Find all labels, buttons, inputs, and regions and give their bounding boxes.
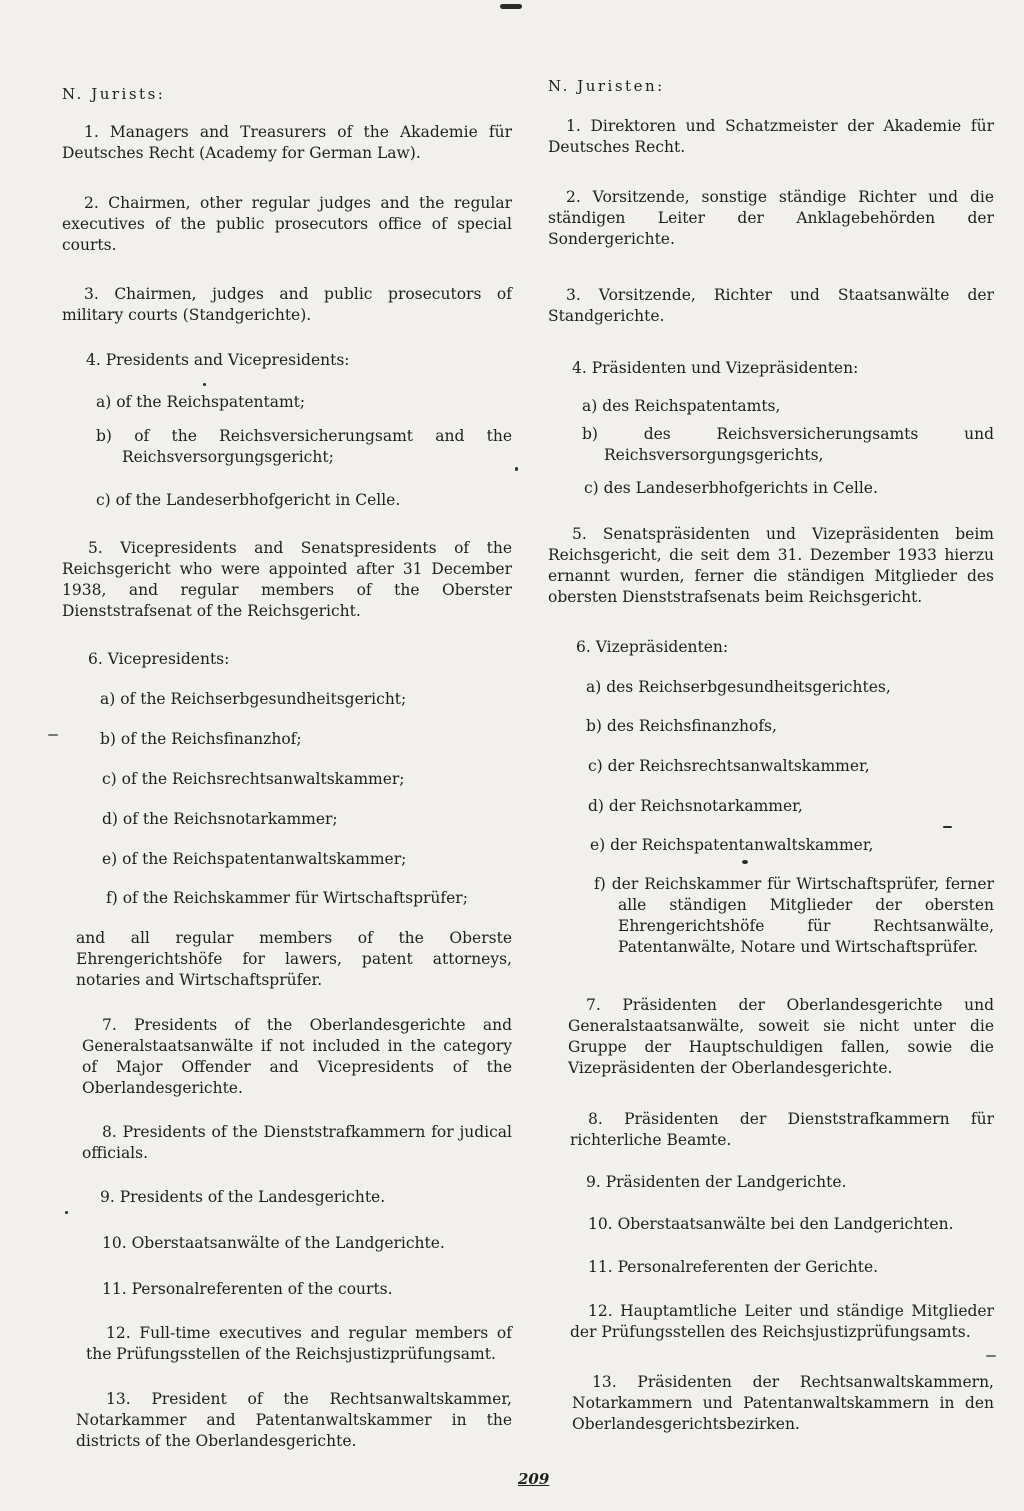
left-item-6d: d) of the Reichsnotarkammer;: [102, 810, 338, 828]
right-item-5: 5. Senatspräsidenten und Vizepräsidenten beim Reichsgericht, die seit dem 31. Dezember 1933 hierzu ernannt wurden, ferner die ständigen Mitglieder des obersten Dienststrafsenats beim Reichsgericht.: [548, 525, 994, 606]
left-item-4a: a) of the Reichspatentamt;: [96, 393, 306, 411]
right-item-6d: d) der Reichsnotarkammer,: [588, 797, 803, 815]
right-item-13: 13. Präsidenten der Rechtsanwaltskammern, Notarkammern und Patentanwaltskammern in den Oberlandesgerichtsbezirken.: [572, 1373, 994, 1433]
right-item-7: 7. Präsidenten der Oberlandesgerichte und Generalstaatsanwälte, soweit sie nicht unter die Gruppe der Hauptschuldigen fallen, sowie die Vizepräsidenten der Oberlandesgerichte.: [568, 996, 994, 1077]
right-item-6f: f) der Reichskammer für Wirtschaftsprüfer, ferner alle ständigen Mitglieder der obersten Ehrengerichtshöfe für Rechtsanwälte, Patentanwälte, Notare und Wirtschaftsprüfer.: [594, 875, 994, 956]
left-item-7: 7. Presidents of the Oberlandesgerichte and Generalstaatsanwälte if not included in the category of Major Offender and Vicepresidents of the Oberlandesgerichte.: [82, 1016, 512, 1097]
left-item-3: 3. Chairmen, judges and public prosecutors of military courts (Standgerichte).: [62, 285, 512, 324]
left-item-6a: a) of the Reichserbgesundheitsgericht;: [100, 690, 407, 708]
left-item-4b: b) of the Reichsversicherungsamt and the Reichsversorgungsgericht;: [96, 427, 512, 466]
right-item-6: 6. Vizepräsidenten:: [576, 638, 729, 656]
right-item-6a: a) des Reichserbgesundheitsgerichtes,: [586, 678, 891, 696]
right-heading: N. Juristen:: [548, 77, 665, 95]
right-item-10: 10. Oberstaatsanwälte bei den Landgerichten.: [588, 1215, 954, 1233]
left-item-6-note: and all regular members of the Oberste Ehrengerichtshöfe for lawers, patent attorneys, notaries and Wirtschaftsprüfer.: [76, 929, 512, 989]
scan-mark: [986, 1355, 996, 1357]
left-item-13: 13. President of the Rechtsanwaltskammer, Notarkammer and Patentanwaltskammer in the districts of the Oberlandesgerichte.: [76, 1390, 512, 1450]
left-heading: N. Jurists:: [62, 85, 166, 103]
left-item-8: 8. Presidents of the Dienststrafkammern for judical officials.: [82, 1123, 512, 1162]
scan-mark: [515, 467, 518, 471]
right-item-2: 2. Vorsitzende, sonstige ständige Richter und die ständigen Leiter der Anklagebehörden der Sondergerichte.: [548, 188, 994, 248]
right-item-11: 11. Personalreferenten der Gerichte.: [588, 1258, 879, 1276]
page-number: 209: [518, 1470, 550, 1488]
left-item-4: 4. Presidents and Vicepresidents:: [86, 351, 350, 369]
right-item-4a: a) des Reichspatentamts,: [582, 397, 781, 415]
left-item-6: 6. Vicepresidents:: [88, 650, 230, 668]
left-item-2: 2. Chairmen, other regular judges and the regular executives of the public prosecutors office of special courts.: [62, 194, 512, 254]
left-item-6e: e) of the Reichspatentanwaltskammer;: [102, 850, 407, 868]
scan-mark: [943, 826, 952, 828]
left-item-6b: b) of the Reichsfinanzhof;: [100, 730, 302, 748]
left-item-5: 5. Vicepresidents and Senatspresidents of the Reichsgericht who were appointed after 31 December 1938, and regular members of the Oberster Dienststrafsenat of the Reichsgericht.: [62, 539, 512, 620]
right-item-6c: c) der Reichsrechtsanwaltskammer,: [588, 757, 870, 775]
right-item-3: 3. Vorsitzende, Richter und Staatsanwälte der Standgerichte.: [548, 286, 994, 325]
scan-mark: [203, 383, 206, 386]
right-item-1: 1. Direktoren und Schatzmeister der Akademie für Deutsches Recht.: [548, 117, 994, 156]
scan-mark: [500, 4, 522, 9]
scan-mark: [742, 860, 748, 864]
left-item-12: 12. Full-time executives and regular members of the Prüfungsstellen of the Reichsjustizprüfungsamt.: [86, 1324, 512, 1363]
left-item-11: 11. Personalreferenten of the courts.: [102, 1280, 393, 1298]
right-item-6e: e) der Reichspatentanwaltskammer,: [590, 836, 874, 854]
left-item-4c: c) of the Landeserbhofgericht in Celle.: [96, 491, 401, 509]
left-item-6c: c) of the Reichsrechtsanwaltskammer;: [102, 770, 405, 788]
left-item-1: 1. Managers and Treasurers of the Akademie für Deutsches Recht (Academy for German Law).: [62, 123, 512, 162]
left-item-6f: f) of the Reichskammer für Wirtschaftsprüfer;: [106, 889, 468, 907]
left-item-10: 10. Oberstaatsanwälte of the Landgerichte.: [102, 1234, 445, 1252]
left-item-9: 9. Presidents of the Landesgerichte.: [100, 1188, 386, 1206]
right-item-12: 12. Hauptamtliche Leiter und ständige Mitglieder der Prüfungsstellen des Reichsjustizprüfungsamts.: [570, 1302, 994, 1341]
right-item-4: 4. Präsidenten und Vizepräsidenten:: [572, 359, 859, 377]
scan-mark: [65, 1211, 68, 1214]
right-item-8: 8. Präsidenten der Dienststrafkammern für richterliche Beamte.: [570, 1110, 994, 1149]
right-item-9: 9. Präsidenten der Landgerichte.: [586, 1173, 847, 1191]
right-item-4c: c) des Landeserbhofgerichts in Celle.: [584, 479, 878, 497]
right-item-6b: b) des Reichsfinanzhofs,: [586, 717, 777, 735]
right-item-4b: b) des Reichsversicherungsamts und Reichsversorgungsgerichts,: [582, 425, 994, 464]
scan-mark: [48, 734, 58, 736]
